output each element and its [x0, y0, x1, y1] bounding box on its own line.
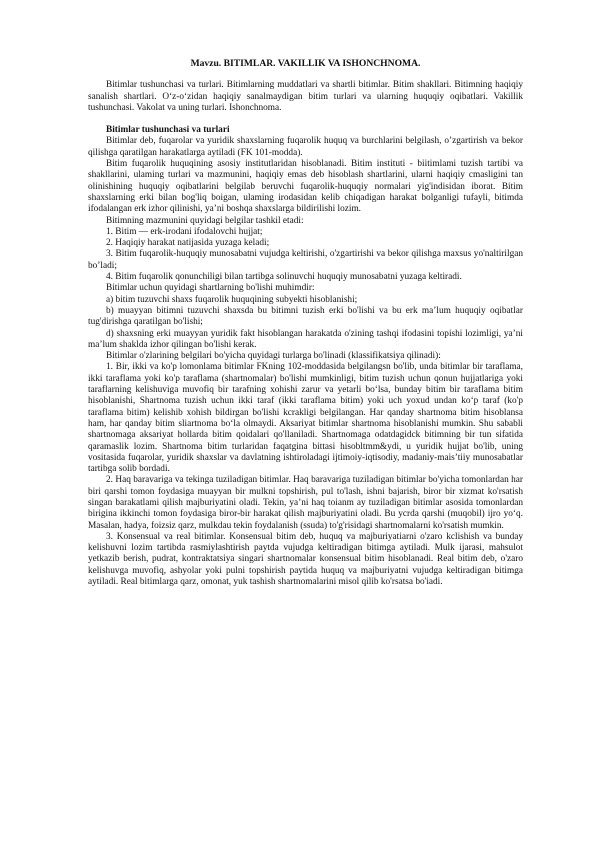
page-title: Mavzu. BITIMLAR. VAKILLIK VA ISHONCHNOMA. — [190, 58, 421, 69]
paragraph: Bitimlar o'zlarining belgilari bo'yicha quyidagi turlarga bo'linadi (klassifikatsiya qilinadi): — [106, 351, 441, 362]
paragraph: 3. Konsensual va real bitimlar. Konsensual bitim deb, huquq va majburiyatiarni o'zaro kclishish va bunday kelishuvni lozim tartibda rasmiylashtirish paytda vujudga keltiradigan bitimga aytiladi. Mulk ijarasi, mahsulot yetkazib berish, pudrat, kontraktatsiya singari shartnomalar konsensual bitim hisoblanadi. Real bitim deb, o'zaro kelishuvga muvofiq, ashyolar yoki pulni topshirish paytida huquq va majburiyatni vujudga keltiradigan bitimga aytiladi. Real bitimlarga qarz, omonat, yuk tashish shartnomalarini misol qilib ko'rsatsa bo'iadi. — [88, 531, 523, 588]
paragraph: 1. Bir, ikki va ko'p lomonlama bitimlar FKning 102-moddasida belgilangsn bo'lib, unda bitimlar bir taraflama, ikki taraflama yoki ko'p taraflama (shartnomalar) bo'lishi mumkinligi, bitim tuzish uchun qonun hujjatlariga yoki taraflarning kelishuviga muvofiq bir tarafning xohishi zarur va yetarli bo‘lsa, bunday bitim bir taraflama bitim hisoblanishi, Shartnoma tuzish uchun ikki taraf (ikki taraflama bitim) yoki uch yoxud undan ko‘p taraf (ko'p taraflama bitim) kelishib xohish bildirgan bo'lishi kcrakligi belgilangan. Har qanday shartnoma bitim hisoblansa ham, har qanday bitim sliartnoma bo‘la olmaydi. Aksariyat bitimlar shartnoma hisoblanishi mumkin. Shu sababli shartnomaga aksariyat hollarda bitim qoidalari qo'llaniladi. Shartnomaga odatdagidck bitimning bir tun sifatida qaramaslik lozim. Shartnoma bitim turlaridan faqatgina bittasi hisobltmm&ydi, u yuridik hujjat bo'lib, uning vositasida fuqarolar, yuridik shaxslar va davlatning ishtiroladagi ijtimoiy-iqtisodiy, madaniy-mais’tiiy munosabatlar tartibga solib bordadi. — [88, 362, 523, 475]
paragraph: Bitimlar deb, fuqarolar va yuridik shaxslarning fuqarolik huquq va burchlarini belgilash, o’zgartirish va bekor qilishga qaratilgan harakatlarga aytiladi (FK 101-modda). — [88, 136, 523, 158]
list-item: 4. Bitim fuqarolik qonunchiligi bilan tartibga solinuvchi huquqiy munosabatni yuzaga keltiradi. — [106, 272, 462, 283]
list-item: 2. Haqiqiy harakat natijasida yuzaga keladi; — [106, 238, 270, 249]
paragraph: 2. Haq baravariga va tekinga tuziladigan bitimlar. Haq baravariga tuziladigan bitimlar bo'yicha tomonlardan har biri qarshi tomon foydasiga muayyan bir mulkni topshirish, pul to'lash, ishni bajarish, biror bir xizmat ko'rsatish singan barakatlami qilish majburiyatini oladi. Tekin, ya’ni haq toianm ay tuziladigan bitimlar asosida tomonlardan birigina ikkinchi tomon foydasiga biror-bir harakat qilish majburiyatini oladi. Bu ycrda qarshi (muqobil) ijro yo‘q. Masalan, hadya, foizsiz qarz, mulkdau tekin foydalanish (ssuda) to'g'risidagi shartnomalarni ko'rsatish mumkin. — [88, 475, 523, 531]
list-item: a) bitim tuzuvchi shaxs fuqarolik huquqining subyekti hisoblanishi; — [106, 294, 358, 305]
list-item: 1. Bitim — erk-irodani ifodalovchi hujjat; — [106, 226, 263, 237]
paragraph: Bitimlar uchun quyidagi shartlarning bo'lishi muhimdir: — [106, 283, 315, 294]
list-item: d) shaxsning erki muayyan yuridik fakt hisoblangan harakatda o'zining tashqi ifodasini topishi lozimligi, ya’ni ma’lum shaklda izhor qilingan bo'lishi kerak. — [88, 328, 523, 350]
list-item: 3. Bitim fuqarolik-huquqiy munosabatni vujudga keltirishi, o'zgartirishi va bekor qilishga maxsus yo'naltirilgan bo’ladi; — [88, 249, 523, 271]
document-page — [88, 58, 523, 588]
section-heading: Bitimlar tushunchasi va turlari — [106, 125, 230, 136]
paragraph: Bitimning mazmunini quyidagi belgilar tashkil etadi: — [106, 215, 304, 226]
list-item: b) muayyan bitimni tuzuvchi shaxsda bu bitimni tuzish erki bo'lishi va bu erk ma’lum huquqiy oqibatlar tug'dirishga qaratilgan bo'lishi; — [88, 305, 523, 328]
intro-paragraph: Bitimlar tushunchasi va turlari. Bitimlarning muddatlari va shartli bitimlar. Bitim shakllari. Bitimning haqiqiy sanalish shartlari. O‘z-o‘zidan haqiqiy sanalmaydigan bitim turlari va ularning huquqiy oqibatlari. Vakillik tushunchasi. Vakolat va uning turlari. Ishonchnoma. — [88, 80, 523, 113]
paragraph: Bitim fuqarolik huquqining asosiy institutlaridan hisoblanadi. Bitim instituti - biitimlami tuzish tartibi va shakllarini, ulaming turlari va mazmunini, haqiqiy emas deb hisoblash shartlarini, ularni haqiqiy cmasligini tan olinishining huquqiy oqibatlarini belgilab beruvchi fuqarolik-huquqiy normalari yig'indisidan iborat. Bitim shaxslarning erki bilan bog'liq boigan, ulaming irodasidan kelib chiqadigan harakat bolganligi tufayli, bitimda ifodalangan erk izhor qilinishi, ya’ni boshqa shaxslarga bildirilishi lozim. — [88, 159, 523, 215]
